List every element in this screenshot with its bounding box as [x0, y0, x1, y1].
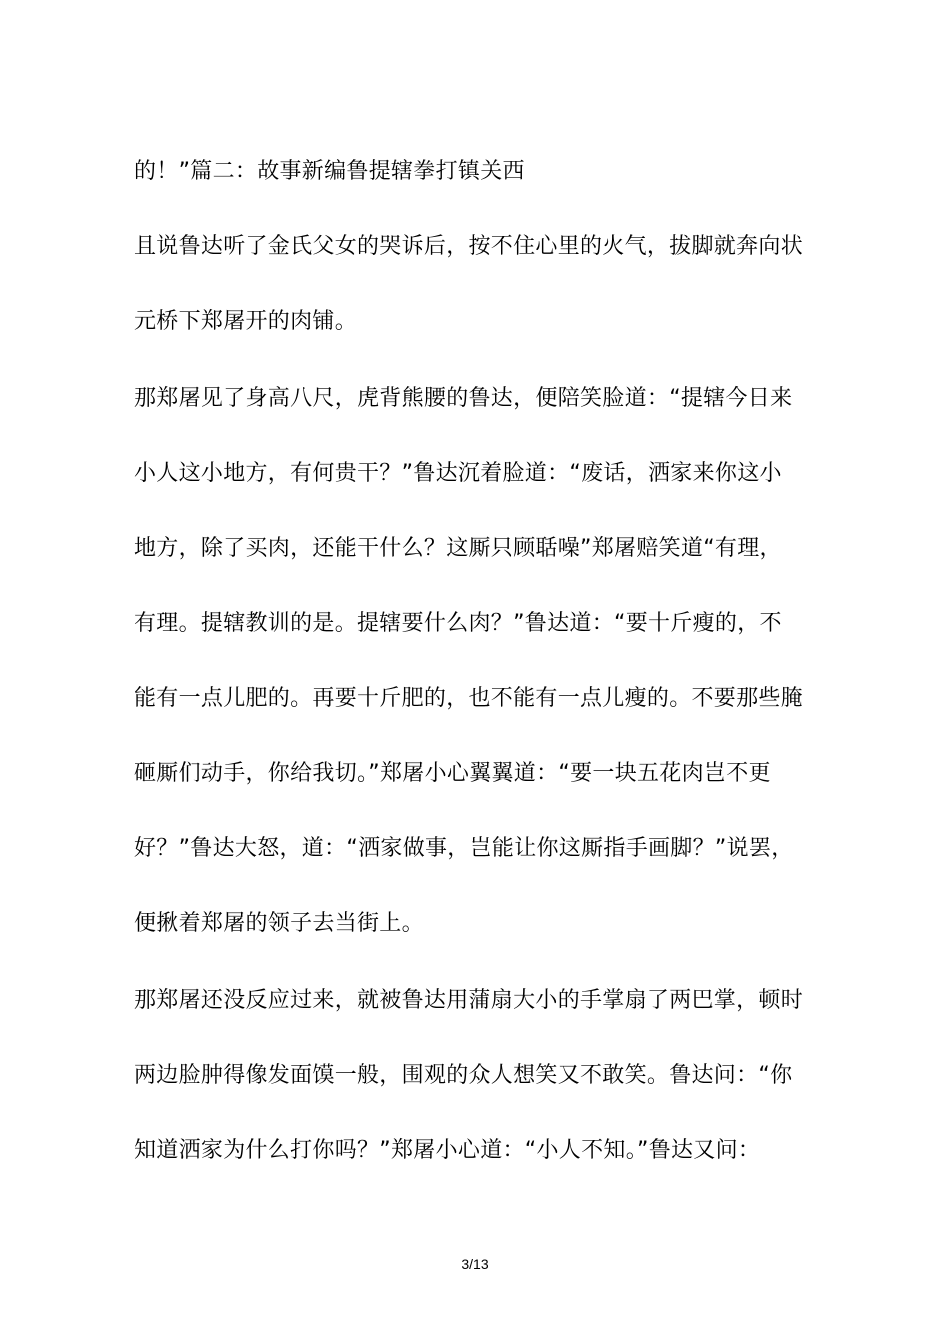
text-line: 元桥下郑屠开的肉铺。: [134, 309, 358, 334]
text-line: 小人这小地方，有何贵干？”鲁达沉着脸道：“废话，洒家来你这小: [134, 461, 782, 486]
text-line: 便揪着郑屠的领子去当街上。: [134, 911, 424, 936]
text-line: 能有一点儿肥的。再要十斤肥的，也不能有一点儿瘦的。不要那些腌: [134, 686, 804, 711]
text-line: 的！”篇二：故事新编鲁提辖拳打镇关西: [134, 159, 525, 184]
text-line: 知道洒家为什么打你吗？”郑屠小心道：“小人不知。”鲁达又问：: [134, 1138, 761, 1163]
text-line: 好？”鲁达大怒，道：“洒家做事，岂能让你这厮指手画脚？”说罢，: [134, 836, 794, 861]
text-line: 砸厮们动手，你给我切。”郑屠小心翼翼道：“要一块五花肉岂不更: [134, 761, 771, 786]
text-line: 且说鲁达听了金氏父女的哭诉后，按不住心里的火气，拔脚就奔向状: [134, 234, 804, 259]
text-line: 那郑屠还没反应过来，就被鲁达用蒲扇大小的手掌扇了两巴掌，顿时: [134, 988, 804, 1013]
text-line: 两边脸肿得像发面馍一般，围观的众人想笑又不敢笑。鲁达问：“你: [134, 1063, 793, 1088]
text-line: 有理。提辖教训的是。提辖要什么肉？”鲁达道：“要十斤瘦的，不: [134, 611, 782, 636]
text-line: 地方，除了买肉，还能干什么？这厮只顾聒噪”郑屠赔笑道“有理，: [134, 536, 782, 561]
text-line: 那郑屠见了身高八尺，虎背熊腰的鲁达，便陪笑脸道：“提辖今日来: [134, 386, 793, 411]
page-number: 3/13: [461, 1256, 489, 1272]
